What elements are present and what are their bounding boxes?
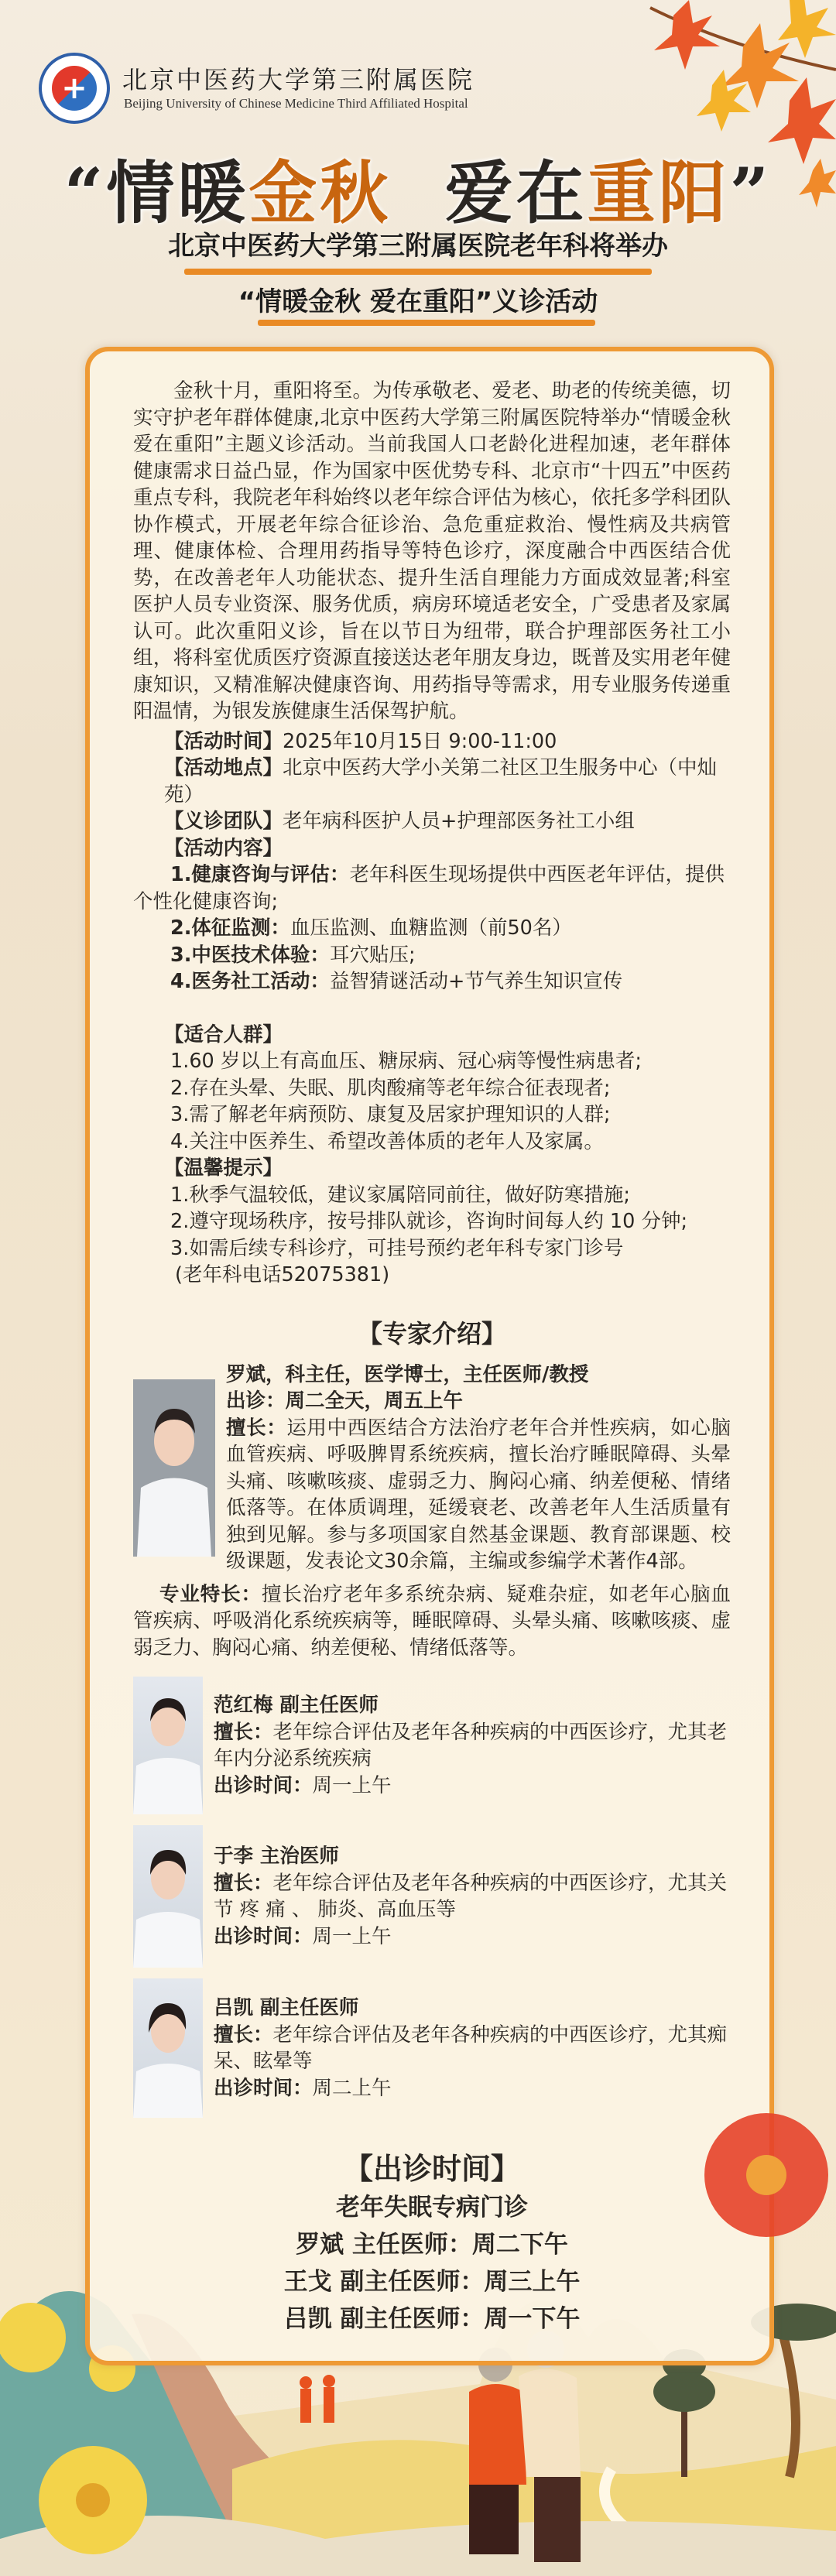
activity-content-label: 【活动内容】 (164, 836, 283, 860)
audience-item: 4.关注中医养生、希望改善体质的老年人及家属。 (170, 1129, 604, 1153)
audience-label: 【适合人群】 (164, 1023, 283, 1046)
lead-expert-clinic: 出诊：周二全天，周五上午 (226, 1389, 464, 1413)
hospital-logo (39, 53, 110, 124)
clinic-time: 周一上午 (312, 1773, 392, 1797)
skill-label: 擅长： (226, 1416, 287, 1440)
activity-place-label: 【活动地点】 (164, 756, 283, 779)
specialty-text: 擅长治疗老年多系统杂病、疑难杂症，如老年心脑血管疾病、呼吸消化系统疾病等，睡眠障碍、头晕头痛、咳嗽咳痰、虚弱乏力、胸闷心痛、纳差便秘、情绪低落等。 (133, 1582, 731, 1660)
subtitle-underline-2 (258, 320, 595, 326)
expert-clinic (214, 1773, 731, 1800)
content-item (133, 915, 731, 942)
activity-team-label: 【义诊团队】 (164, 810, 283, 833)
skill-text: 老年综合评估及老年各种疾病的中西医诊疗，尤其痴呆、眩晕等 (214, 2023, 728, 2073)
schedule-heading: 【出诊时间】 (343, 2152, 520, 2186)
expert-skill (214, 1870, 731, 1923)
expert-clinic (214, 1923, 731, 1951)
expert-clinic (214, 2075, 731, 2102)
content-item (133, 968, 731, 995)
activity-time-label: 【活动时间】 (164, 729, 283, 753)
audience-item: 2.存在头晕、失眠、肌肉酸痛等老年综合征表现者; (170, 1076, 611, 1100)
intro-paragraph: 金秋十月，重阳将至。为传承敬老、爱老、助老的传统美德，切实守护老年群体健康,北京中医药大学第三附属医院特举办“情暖金秋 爱在重阳”主题义诊活动。当前我国人口老龄化进程加速，老年群体健康需求日益凸显，作为国家中医优势专科、北京市“十四五”中医药重点专科，我院老年科始终以老年综合评估为核心，依托多学科团队协作模式，开展老年综合征诊治、急危重症救治、慢性病及共病管理、健康体检、合理用药指导等特色诊疗，深度融合中西医结合优势，在改善老年人功能状态、提升生活自理能力方面成效显著;科室医护人员专业资深、服务优质，病房环境适老安全，广受患者及家属认可。此次重阳义诊，旨在以节日为纽带，联合护理部医务社工小组，将科室优质医疗资源直接送达老年朋友身边，既普及实用老年健康知识，又精准解决健康咨询、用药指导等需求，用专业服务传递重阳温情，为银发族健康生活保驾护航。 (133, 379, 731, 723)
title-quote-close: ” (729, 152, 773, 233)
content-item-value: 老年科医生现场提供中西医老年评估，提供个性化健康咨询; (133, 863, 725, 913)
main-title (0, 139, 836, 237)
lead-expert-skill (226, 1415, 731, 1575)
skill-label: 擅长： (214, 1871, 273, 1895)
skill-label: 擅长： (214, 1720, 273, 1744)
title-part-2: 金秋 (248, 152, 392, 233)
clinic-label: 出诊时间： (214, 1924, 313, 1948)
expert-photo-lv-kai (133, 1978, 203, 2118)
activity-time-value: 2025年10月15日 9:00-11:00 (283, 729, 557, 753)
skill-text: 老年综合评估及老年各种疾病的中西医诊疗，尤其老年内分泌系统疾病 (214, 1720, 728, 1770)
expert-name: 于李 主治医师 (214, 1845, 339, 1868)
schedule-clinic-name: 老年失眠专病门诊 (336, 2194, 528, 2221)
activity-team-value: 老年病科医护人员+护理部医务社工小组 (283, 810, 635, 833)
clinic-time: 周一上午 (312, 1924, 392, 1948)
clinic-time: 周二上午 (312, 2076, 392, 2100)
content-item-value: 血压监测、血糖监测（前50名） (290, 916, 572, 940)
subtitle-line-1: 北京中医药大学第三附属医院老年科将举办 (168, 231, 668, 262)
expert-skill (214, 2022, 731, 2075)
content-item-value: 益智猜谜活动+节气养生知识宣传 (329, 970, 623, 993)
expert-name: 范红梅 副主任医师 (214, 1694, 379, 1717)
expert-row (133, 1825, 731, 1968)
hospital-name-cn: 北京中医药大学第三附属医院 (122, 65, 475, 94)
subtitle-underline-1 (184, 269, 652, 275)
content-item-label: 1.健康咨询与评估： (170, 863, 350, 886)
activity-details (133, 728, 731, 1289)
expert-info (214, 1692, 731, 1799)
content-card (85, 347, 774, 2365)
expert-info (214, 1995, 731, 2102)
cross-icon: + (52, 66, 97, 111)
tips-label: 【温馨提示】 (164, 1156, 283, 1180)
specialty-label: 专业特长： (159, 1582, 262, 1606)
subtitle-line-2: “情暖金秋 爱在重阳”义诊活动 (238, 286, 598, 317)
expert-row (133, 1978, 731, 2118)
lead-expert-info (226, 1362, 731, 1575)
title-part-3: 爱在 (444, 152, 588, 233)
tip-item: 3.如需后续专科诊疗，可挂号预约老年科专家门诊号 (170, 1236, 624, 1260)
activity-time (133, 728, 731, 755)
schedule-row: 吕凯 副主任医师：周一下午 (283, 2305, 581, 2333)
content-item-value: 耳穴贴压; (329, 943, 416, 967)
expert-section-heading: 【专家介绍】 (357, 1318, 506, 1348)
content-item-label: 4.医务社工活动： (170, 970, 330, 993)
title-part-1: 情暖 (106, 152, 249, 233)
audience-item: 1.60 岁以上有高血压、糖尿病、冠心病等慢性病患者; (170, 1050, 642, 1073)
skill-text: 运用中西医结合方法治疗老年合并性疾病，如心脑血管疾病、呼吸脾胃系统疾病，擅长治疗睡眠障碍、头晕头痛、咳嗽咳痰、虚弱乏力、胸闷心痛、纳差便秘、情绪低落等。在体质调理，延缓衰老、改善老年人生活质量有独到见解。参与多项国家自然基金课题、教育部课题、校级课题，发表论文30余篇，主编或参编学术著作4部。 (226, 1416, 731, 1573)
content-item (133, 942, 731, 969)
tip-item: 1.秋季气温较低，建议家属陪同前往，做好防寒措施; (170, 1183, 630, 1207)
lead-expert-title: 罗斌，科主任，医学博士，主任医师/教授 (226, 1362, 589, 1386)
expert-photo-luo-bin (133, 1379, 215, 1557)
tip-item: 2.遵守现场秩序，按号排队就诊，咨询时间每人约 10 分钟; (170, 1210, 688, 1233)
schedule-row: 王戈 副主任医师：周三上午 (283, 2268, 581, 2296)
clinic-label: 出诊时间： (214, 1773, 313, 1797)
skill-text: 老年综合评估及老年各种疾病的中西医诊疗，尤其关节 疼 痛 、 肺炎、高血压等 (214, 1871, 728, 1921)
expert-skill (214, 1719, 731, 1773)
title-part-4: 重阳 (587, 152, 730, 233)
red-chrysanthemum-icon (673, 2090, 836, 2260)
expert-photo-fan-hongmei (133, 1677, 203, 1814)
content-item (133, 862, 731, 915)
content-item-label: 2.体征监测： (170, 916, 290, 940)
expert-photo-yu-li (133, 1825, 203, 1968)
audience-item: 3.需了解老年病预防、康复及居家护理知识的人群; (170, 1103, 611, 1126)
schedule-row: 罗斌 主任医师：周二下午 (296, 2231, 568, 2259)
expert-row (133, 1677, 731, 1814)
content-item-label: 3.中医技术体验： (170, 943, 330, 967)
activity-place (133, 755, 731, 808)
skill-label: 擅长： (214, 2023, 273, 2047)
activity-team (133, 808, 731, 835)
clinic-label: 出诊时间： (214, 2076, 313, 2100)
department-phone: (老年科电话52075381) (175, 1263, 390, 1286)
expert-name: 吕凯 副主任医师 (214, 1996, 359, 2019)
activity-place-value: 北京中医药大学小关第二社区卫生服务中心（中灿苑） (164, 756, 718, 807)
expert-info (214, 1843, 731, 1950)
hospital-name-en: Beijing University of Chinese Medicine Third Affiliated Hospital (124, 96, 468, 111)
lead-expert-specialty (133, 1581, 731, 1662)
lead-expert (133, 1362, 731, 1575)
title-quote-open: “ (63, 152, 107, 233)
